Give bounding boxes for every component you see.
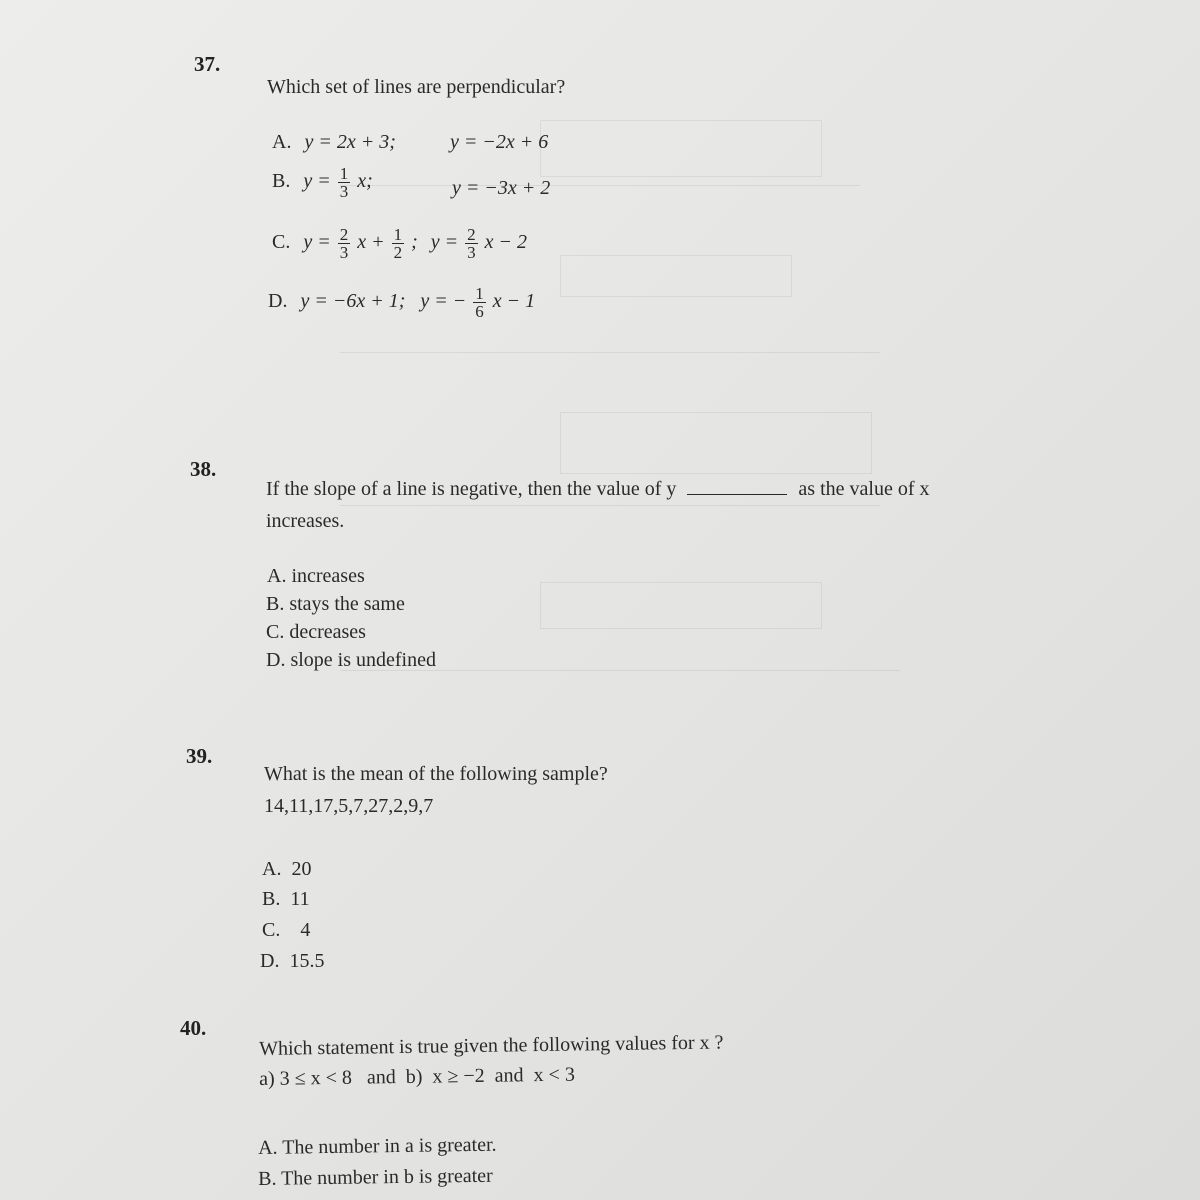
choice-c bbox=[272, 226, 527, 261]
choice-a-equation-2: y = −2x + 6 bbox=[450, 131, 549, 153]
equation-2: y = $\frac{2}{3}$ x − 2 bbox=[430, 225, 528, 262]
question-number: 38. bbox=[190, 457, 217, 481]
choice-b-equation-2: y = −3x + 2 bbox=[452, 177, 551, 199]
equation-1: y = 2x + 3; bbox=[304, 131, 396, 153]
choice-a: A. increases bbox=[267, 565, 365, 587]
equation-1: y = $\frac{2}{3}$ x + $\frac{1}{2}$ ; bbox=[303, 225, 418, 262]
question-number: 37. bbox=[194, 52, 221, 76]
equation-1: y = −6x + 1; bbox=[300, 290, 406, 313]
question-text: Which set of lines are perpendicular? bbox=[267, 76, 566, 98]
fraction: $\frac{1}{6}$ bbox=[475, 284, 484, 321]
choice-letter: C. bbox=[272, 231, 291, 254]
choice-letter: D. bbox=[268, 290, 288, 313]
choice-letter: B. bbox=[272, 170, 291, 193]
bleed-through-line-3 bbox=[340, 505, 880, 506]
fraction: $\frac{1}{3}$ bbox=[339, 164, 349, 201]
equation-2: y = − $\frac{1}{6}$ x − 1 bbox=[420, 284, 536, 321]
choice-c: C. decreases bbox=[266, 621, 366, 643]
choice-c: C. 4 bbox=[262, 919, 311, 941]
bleed-through-box-3 bbox=[560, 412, 872, 474]
bleed-through-line-2 bbox=[340, 352, 880, 353]
question-text: If the slope of a line is negative, then the value of y as the value of x bbox=[266, 478, 930, 500]
bleed-through-line-1 bbox=[340, 185, 860, 186]
bleed-through-box-4 bbox=[540, 582, 822, 629]
choice-a: A. The number in a is greater. bbox=[258, 1133, 497, 1159]
question-text: What is the mean of the following sample? bbox=[264, 763, 608, 785]
choice-a: A. 20 bbox=[262, 858, 312, 880]
answer-blank bbox=[687, 494, 787, 495]
choice-b bbox=[272, 165, 373, 200]
choice-d: D. 15.5 bbox=[260, 950, 325, 972]
fraction: $\frac{2}{3}$ bbox=[467, 225, 476, 262]
sample-values: 14,11,17,5,7,27,2,9,7 bbox=[264, 795, 434, 817]
choice-b: B. The number in b is greater bbox=[258, 1164, 493, 1190]
choice-d: D. slope is undefined bbox=[266, 649, 436, 671]
question-text-line-2: increases. bbox=[266, 510, 345, 532]
choice-b: B. stays the same bbox=[266, 593, 405, 615]
bleed-through-box-2 bbox=[560, 255, 792, 297]
question-number: 39. bbox=[186, 744, 213, 768]
fraction: $\frac{2}{3}$ bbox=[339, 225, 349, 262]
conditions: a) 3 ≤ x < 8 and b) x ≥ −2 and x < 3 bbox=[259, 1063, 576, 1090]
fraction: $\frac{1}{2}$ bbox=[393, 225, 403, 262]
bleed-through-box-1 bbox=[540, 120, 822, 177]
question-text: Which statement is true given the following values for x ? bbox=[259, 1031, 724, 1060]
question-number: 40. bbox=[180, 1016, 207, 1040]
choice-a bbox=[272, 131, 396, 154]
choice-d bbox=[268, 285, 535, 320]
choice-b: B. 11 bbox=[262, 888, 310, 910]
choice-letter: A. bbox=[272, 131, 292, 153]
equation-1: y = $\frac{1}{3}$ x; bbox=[303, 164, 373, 201]
